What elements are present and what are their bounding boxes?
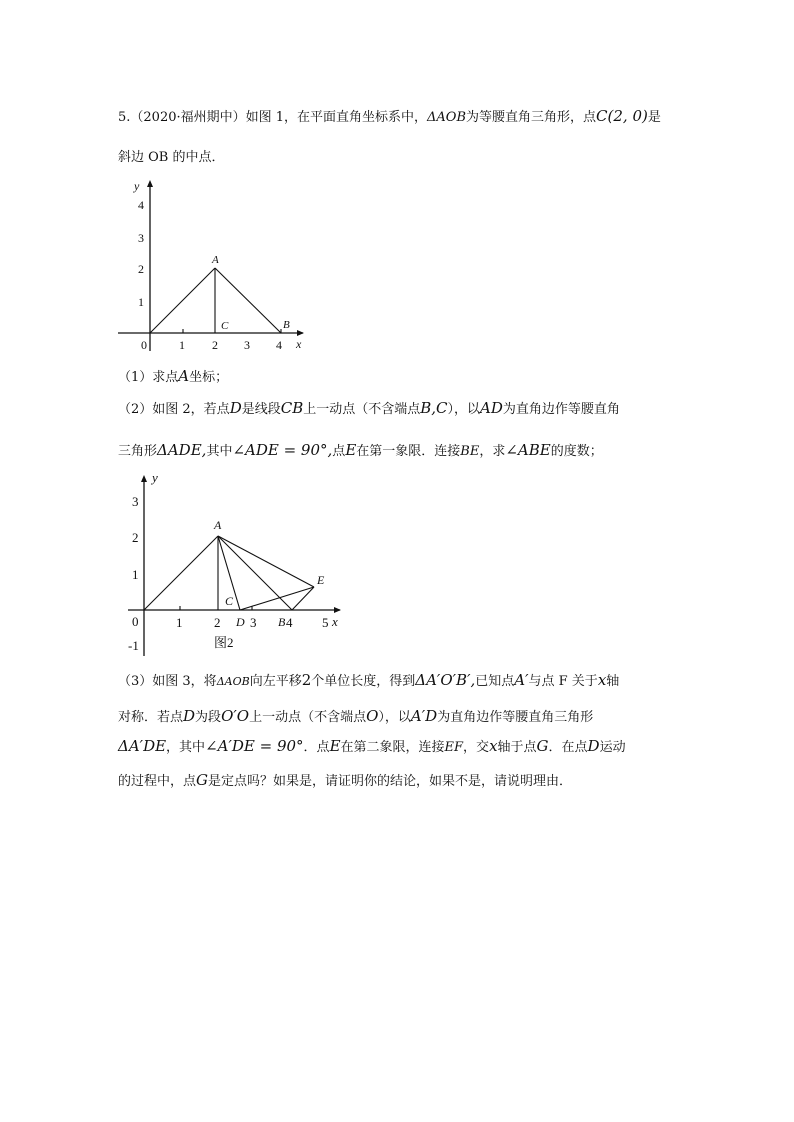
x-axis-arrow (297, 330, 304, 336)
q3-point-d: D (587, 737, 600, 755)
y-tick-label: 3 (138, 231, 144, 245)
q3-text: 向左平移 (249, 674, 302, 689)
q2-point-e: E (345, 441, 357, 459)
q1-text: 坐标； (189, 370, 229, 385)
q3-segment-oo: O′O (221, 707, 250, 725)
q3-text: 与点 F 关于 (528, 674, 598, 689)
y-tick-label: 1 (138, 295, 144, 309)
q3-point-g: G (196, 771, 208, 789)
q3-text: （3）如图 3，将 (118, 674, 217, 689)
q3-triangle-prime: ΔA′O′B′, (415, 671, 476, 689)
q3-text: 为直角边作等腰直角三角形 (437, 710, 594, 725)
q2-text: 是线段 (241, 402, 281, 417)
q2-angle: ∠ADE = 90°, (232, 441, 333, 459)
q3-x: x (597, 671, 607, 689)
problem-text: 为等腰直角三角形，点 (466, 110, 597, 125)
x-tick-label: 5 (322, 615, 329, 630)
q2-text: （2）如图 2，若点 (118, 402, 230, 417)
y-tick-label: 2 (132, 530, 139, 545)
problem-line-1 (118, 106, 661, 128)
problem-text: 是 (647, 110, 661, 125)
x-tick-label: 2 (214, 615, 221, 630)
q2-text: ，求 (479, 444, 506, 459)
point-b-label: B (283, 319, 290, 331)
q3-text: 已知点 (475, 674, 515, 689)
question-1 (118, 366, 228, 388)
question-2-line-1 (118, 398, 620, 420)
axis-y-label: y (134, 179, 140, 193)
q2-text: 三角形 (118, 444, 158, 459)
origin-label: 0 (141, 338, 147, 352)
q3-text: 是定点吗？如果是，请证明你的结论，如果不是，请说明理由． (208, 774, 573, 789)
q3-text: 为段 (195, 710, 222, 725)
q3-text: 运动 (599, 740, 626, 755)
q3-text: ），以 (378, 710, 411, 725)
q3-text: 在第二象限，连接 (340, 740, 445, 755)
q3-point-g: G (536, 737, 549, 755)
origin-label: 0 (132, 614, 139, 629)
problem-text: 如图 1，在平面直角坐标系中， (245, 110, 428, 125)
point-c-coord: C(2, 0) (596, 107, 648, 125)
point-a-label: A (212, 254, 219, 266)
q1-point: A (178, 367, 190, 385)
q3-point-d: D (183, 707, 196, 725)
q3-text: 上一动点（不含端点 (249, 710, 367, 725)
point-c-label: C (225, 594, 234, 608)
q3-text: 个单位长度，得到 (311, 674, 416, 689)
q3-text: ．在点 (548, 740, 588, 755)
x-tick-label: 1 (176, 615, 183, 630)
q2-angle-abe: ∠ABE (505, 441, 551, 459)
q2-text: 其中 (206, 444, 233, 459)
y-axis-arrow (141, 475, 147, 482)
x-tick-label: 4 (286, 615, 293, 630)
q3-text: 对称．若点 (118, 710, 184, 725)
segment-ae (218, 536, 314, 587)
segment-oa (150, 268, 215, 333)
problem-line-2: 斜边 OB 的中点． (118, 150, 225, 165)
q3-angle: ∠A′DE = 90° (205, 737, 304, 755)
y-tick-label: -1 (128, 638, 139, 653)
q1-text: （1）求点 (118, 370, 179, 385)
q3-number: 2 (301, 671, 312, 689)
x-axis-arrow (334, 607, 341, 613)
segment-oa (144, 536, 218, 610)
point-e-label: E (317, 573, 325, 587)
question-3-line-2 (118, 706, 593, 728)
q2-text: 的度数； (550, 444, 603, 459)
y-tick-label: 2 (138, 262, 144, 276)
q3-text: 轴于点 (497, 740, 537, 755)
q2-text: 在第一象限．连接 (356, 444, 461, 459)
q2-triangle: ΔADE, (157, 441, 207, 459)
q2-text: ），以 (447, 402, 481, 417)
q2-segment-cb: CB (280, 399, 304, 417)
y-tick-label: 1 (132, 567, 139, 582)
x-tick-label: 1 (179, 338, 185, 352)
x-tick-label: 2 (212, 338, 218, 352)
y-tick-label: 4 (138, 198, 144, 212)
q3-text: ，其中 (166, 740, 206, 755)
q2-point-d: D (229, 399, 242, 417)
y-tick-label: 3 (132, 494, 139, 509)
q2-text: 为直角边作等腰直角 (502, 402, 620, 417)
q3-point-a-prime: A′ (514, 671, 529, 689)
q2-segment-be: BE (460, 444, 480, 459)
question-3-line-1 (118, 670, 619, 692)
q3-text: ，交 (463, 740, 490, 755)
q3-point-e: E (329, 737, 341, 755)
q3-text: ．点 (303, 740, 330, 755)
q3-segment-ef: EF (444, 740, 464, 755)
axis-x-label: x (296, 337, 302, 351)
q2-endpoints: B,C (420, 399, 448, 417)
problem-source: 5.（2020·福州期中） (118, 110, 246, 125)
q2-text: 上一动点（不含端点 (303, 402, 421, 417)
q2-text: 点 (332, 444, 346, 459)
point-c-label: C (221, 320, 229, 332)
q2-segment-ad: AD (480, 399, 503, 417)
q3-triangle-ade: ΔA′DE (118, 737, 167, 755)
q3-x: x (489, 737, 498, 755)
q3-segment-ad: A′D (410, 707, 438, 725)
axis-y-label: y (152, 470, 158, 485)
q3-text: 的过程中，点 (118, 774, 197, 789)
x-tick-label: 4 (276, 338, 282, 352)
point-a-label: A (214, 518, 222, 532)
point-d-label: D (236, 615, 245, 629)
question-3-line-4 (118, 770, 572, 792)
triangle-aob: ΔAOB (427, 110, 467, 125)
question-2-line-2 (118, 440, 603, 462)
y-axis-arrow (147, 180, 153, 187)
figure-caption: 图2 (214, 635, 234, 650)
question-3-line-3 (118, 736, 626, 758)
x-tick-label: 3 (244, 338, 250, 352)
axis-x-label: x (332, 614, 338, 629)
figure-1 (118, 176, 318, 356)
q3-triangle-aob: ΔAOB (216, 675, 250, 688)
point-b-label: B (278, 615, 286, 629)
figure-2 (118, 470, 348, 660)
x-tick-label: 3 (250, 615, 257, 630)
q3-text: 轴 (606, 674, 620, 689)
q3-point-o: O (366, 707, 379, 725)
